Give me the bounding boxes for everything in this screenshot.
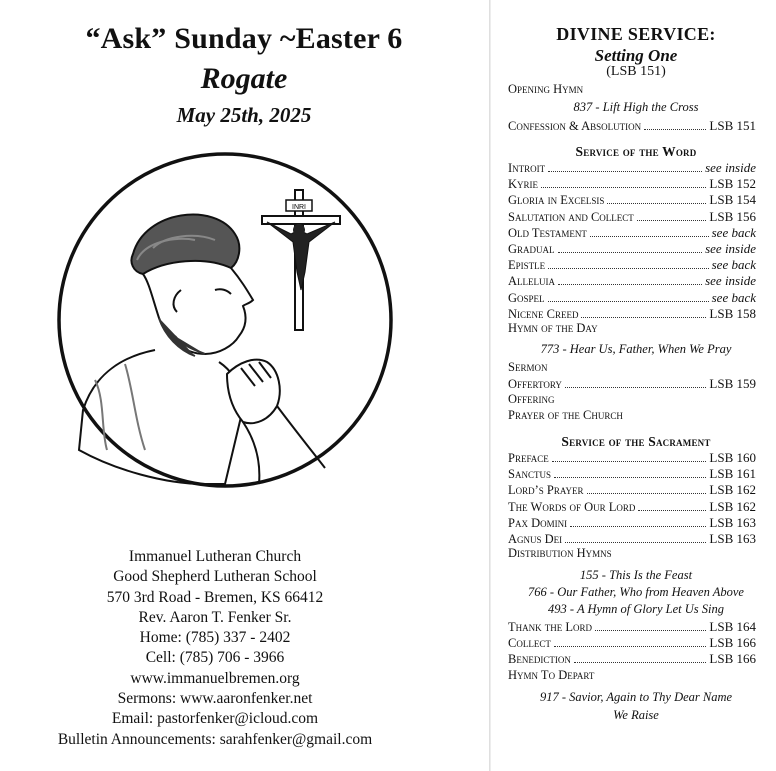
dot-leader	[552, 460, 707, 462]
dot-leader	[558, 251, 703, 253]
prayer-label: Prayer of the Church	[508, 408, 623, 422]
word-row-label: Nicene Creed	[508, 306, 579, 321]
address: 570 3rd Road - Bremen, KS 66412	[106, 588, 324, 606]
word-row	[508, 257, 756, 273]
word-row	[508, 160, 756, 176]
closing-row-label: Collect	[508, 636, 551, 651]
word-row	[508, 290, 756, 306]
dot-leader	[574, 661, 707, 663]
sacrament-row	[508, 466, 756, 482]
word-row-ref: LSB 156	[709, 208, 756, 224]
crucifix-icon	[262, 190, 340, 330]
word-row-ref: see back	[711, 289, 756, 305]
word-row	[508, 225, 756, 241]
cell-phone: Cell: (785) 706 - 3966	[145, 649, 285, 667]
sacrament-row-label: The Words of Our Lord	[508, 499, 636, 514]
sacrament-row	[508, 499, 756, 515]
depart-hymn-continued: We Raise	[613, 708, 659, 722]
word-row-label: Salutation and Collect	[508, 209, 634, 224]
dot-leader	[595, 629, 706, 631]
word-row	[508, 192, 756, 208]
sacrament-row-ref: LSB 163	[709, 514, 756, 530]
cover-title: “Ask” Sunday ~Easter 6	[85, 22, 403, 55]
sacrament-row-ref: LSB 162	[709, 482, 756, 498]
distribution-label: Distribution Hymns	[508, 546, 612, 560]
dot-leader	[548, 170, 702, 172]
dot-leader	[554, 645, 707, 647]
sacrament-row-ref: LSB 161	[709, 466, 756, 482]
word-row-label: Epistle	[508, 258, 546, 273]
word-row-label: Gloria in Excelsis	[508, 193, 605, 208]
word-row	[508, 209, 756, 225]
sacrament-row-ref: LSB 163	[709, 531, 756, 546]
sacrament-row-label: Lord’s Prayer	[508, 483, 584, 498]
distribution-hymn: 766 - Our Father, Who from Heaven Above	[528, 585, 744, 599]
word-row-label: Alleluia	[508, 274, 556, 289]
word-row	[508, 176, 756, 192]
sacrament-row	[508, 515, 756, 531]
dot-leader	[581, 316, 706, 318]
contact-block	[0, 547, 430, 750]
word-row-ref: see back	[711, 224, 756, 240]
sacrament-row	[508, 482, 756, 498]
closing-row	[508, 619, 756, 635]
sacrament-row	[508, 531, 756, 547]
sacrament-row-ref: LSB 162	[709, 498, 756, 514]
dot-leader	[565, 541, 706, 543]
service-setting: Setting One	[594, 46, 678, 65]
opening-hymn: 837 - Lift High the Cross	[573, 100, 699, 114]
depart-hymn: 917 - Savior, Again to Thy Dear Name	[539, 690, 733, 704]
sermons-link: Sermons: www.aaronfenker.net	[117, 690, 313, 708]
word-row-ref: see back	[711, 257, 756, 273]
service-row-confession: Confession & Absolution LSB 151	[508, 118, 756, 133]
dot-leader	[558, 283, 702, 285]
closing-row-ref: LSB 166	[709, 651, 756, 667]
service-title: DIVINE SERVICE:	[556, 24, 716, 44]
word-row-ref: LSB 158	[709, 305, 756, 321]
depart-label: Hymn To Depart	[508, 668, 595, 682]
dot-leader	[570, 525, 706, 527]
website: www.immanuelbremen.org	[130, 669, 300, 687]
word-row	[508, 306, 756, 322]
word-row-ref: see inside	[705, 273, 756, 289]
dot-leader	[548, 300, 709, 302]
sacrament-row-label: Sanctus	[508, 467, 551, 482]
word-row-ref: see inside	[705, 241, 756, 256]
dot-leader	[590, 235, 709, 237]
praying-man-illustration	[55, 150, 395, 490]
word-row-label: Gospel	[508, 290, 545, 305]
word-heading: Service of the Word	[575, 144, 697, 159]
closing-row-label: Thank the Lord	[508, 620, 593, 634]
distribution-hymn: 493 - A Hymn of Glory Let Us Sing	[548, 602, 724, 616]
closing-row-ref: LSB 164	[709, 619, 756, 634]
sacrament-row-label: Agnus Dei	[508, 532, 563, 546]
dot-leader	[541, 186, 706, 188]
sacrament-row-label: Preface	[508, 451, 549, 465]
distribution-hymn: 155 - This Is the Feast	[579, 568, 693, 582]
closing-row	[508, 651, 756, 667]
announcements-email: Bulletin Announcements: sarahfenker@gmail.com	[57, 730, 373, 748]
page-fold	[489, 0, 491, 771]
dot-leader	[637, 219, 707, 221]
order-of-service	[500, 0, 772, 771]
word-row-label: Kyrie	[508, 177, 539, 192]
closing-row	[508, 635, 756, 651]
word-row-ref: LSB 154	[709, 192, 756, 208]
church-name: Immanuel Lutheran Church	[128, 548, 302, 565]
sacrament-row-label: Pax Domini	[508, 515, 568, 530]
school-name: Good Shepherd Lutheran School	[113, 568, 317, 586]
word-row	[508, 273, 756, 289]
closing-row-ref: LSB 166	[709, 635, 756, 651]
home-phone: Home: (785) 337 - 2402	[139, 629, 291, 647]
word-row-ref: see inside	[705, 160, 756, 175]
cover-subtitle: Rogate	[200, 62, 288, 95]
dot-leader	[548, 267, 708, 269]
opening-hymn-label: Opening Hymn	[508, 82, 584, 96]
sacrament-row-ref: LSB 160	[709, 450, 756, 465]
offering-label: Offering	[508, 392, 555, 406]
hymn-of-day: 773 - Hear Us, Father, When We Pray	[540, 342, 732, 356]
word-row-label: Gradual	[508, 242, 555, 256]
dot-leader	[554, 476, 706, 478]
word-row-ref: LSB 152	[709, 176, 756, 192]
sacrament-heading: Service of the Sacrament	[561, 434, 711, 449]
sermon-label: Sermon	[508, 360, 548, 374]
service-lsb: (LSB 151)	[606, 64, 666, 79]
sacrament-row	[508, 450, 756, 466]
email: Email: pastorfenker@icloud.com	[111, 710, 319, 728]
closing-row-label: Benediction	[508, 652, 571, 667]
hymn-of-day-label: Hymn of the Day	[508, 321, 598, 335]
pastor-name: Rev. Aaron T. Fenker Sr.	[138, 608, 292, 626]
word-row-label: Old Testament	[508, 225, 587, 240]
word-row-label: Introit	[508, 161, 546, 175]
service-row-offertory: Offertory LSB 159	[508, 376, 756, 391]
dot-leader	[607, 202, 706, 204]
word-row	[508, 241, 756, 257]
cross-sign: INRI	[292, 204, 306, 211]
dot-leader	[638, 509, 706, 511]
dot-leader	[587, 492, 707, 494]
cover-date: May 25th, 2025	[176, 103, 312, 127]
